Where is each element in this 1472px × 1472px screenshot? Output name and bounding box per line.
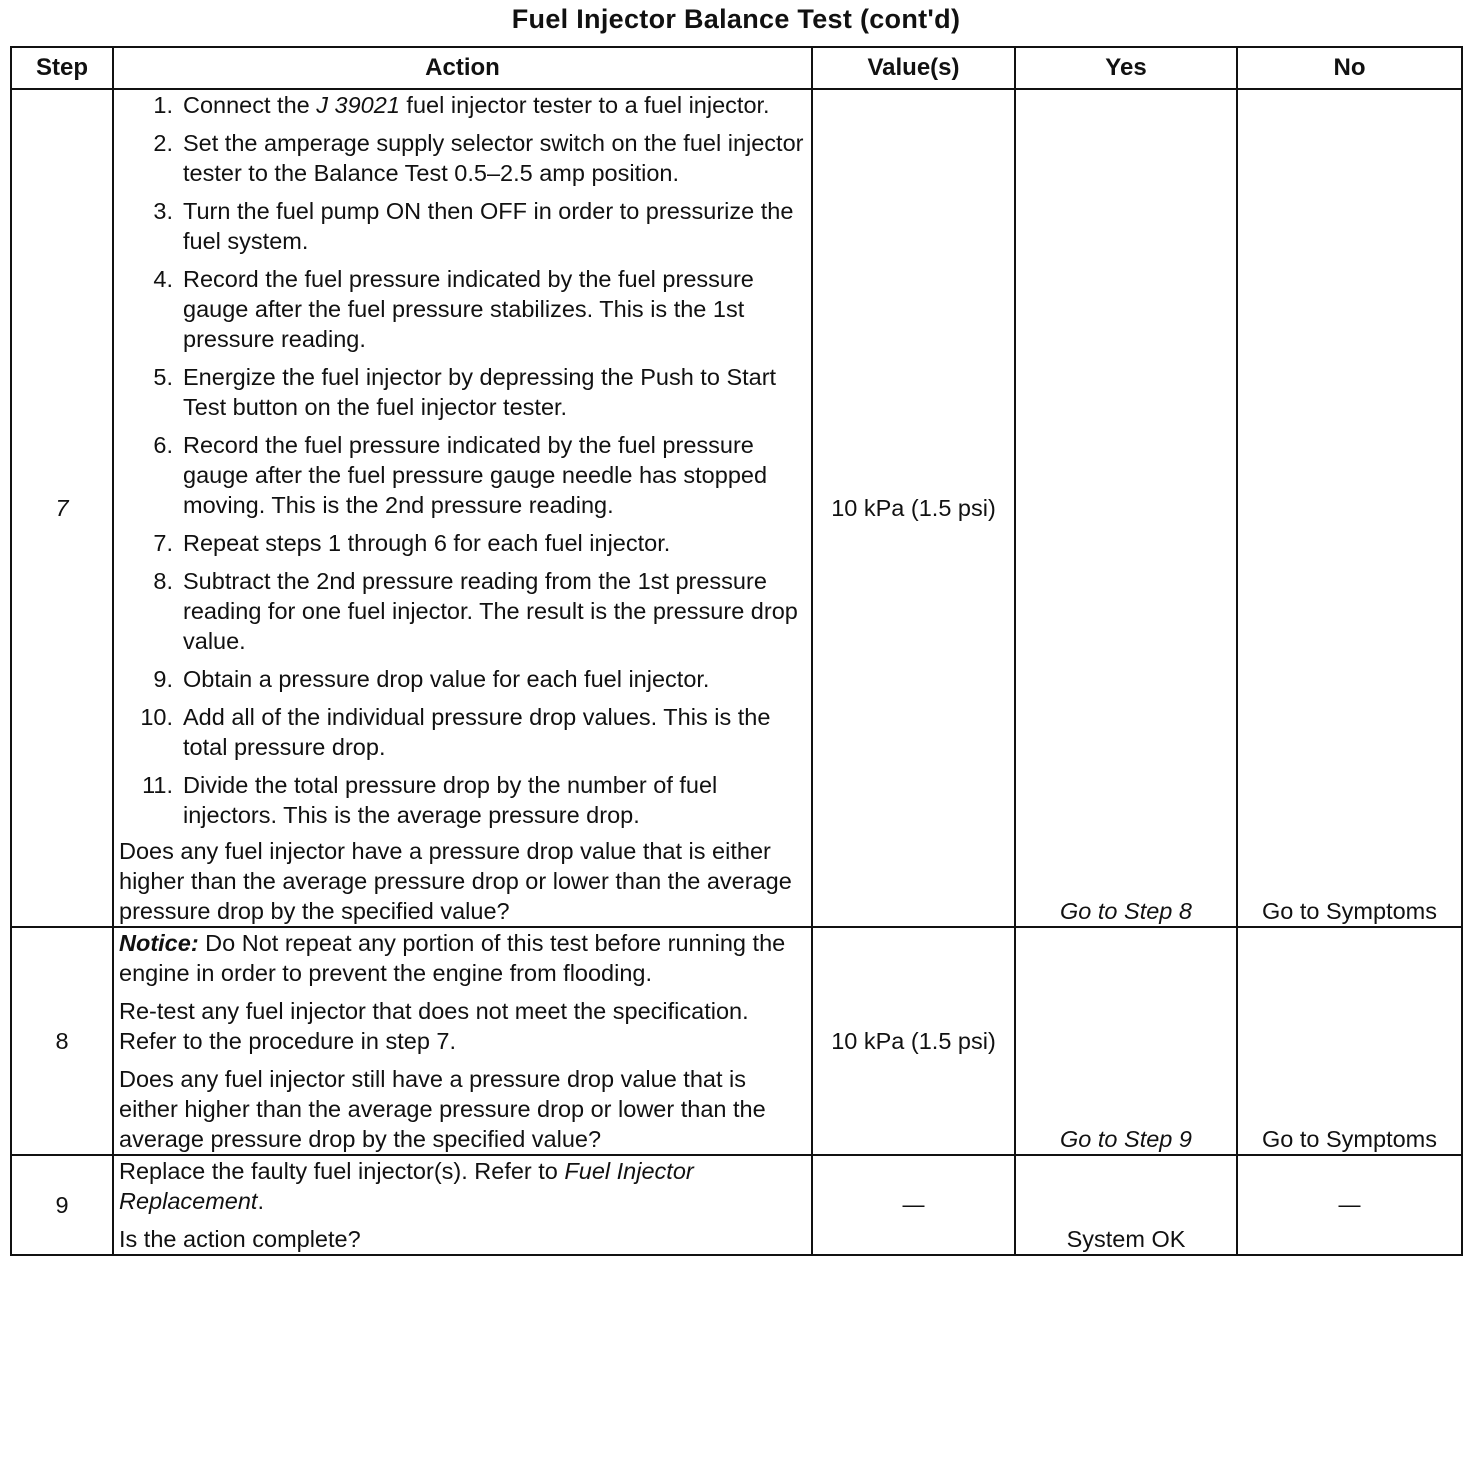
value-cell: 10 kPa (1.5 psi) (812, 927, 1015, 1155)
table-header-row (11, 47, 1462, 89)
value-cell: 10 kPa (1.5 psi) (812, 89, 1015, 927)
action-step (119, 702, 806, 762)
action-step-text: Subtract the 2nd pressure reading from the 1st pressure reading for one fuel injector. The result is the pressure drop value. (183, 568, 798, 654)
action-step-number: 3. (153, 198, 173, 224)
action-step-number: 8. (153, 568, 173, 594)
action-step-text-part: Connect the (183, 92, 317, 118)
action-step-text: Set the amperage supply selector switch on the fuel injector tester to the Balance Test 0.5–2.5 amp position. (183, 130, 804, 186)
action-question: Does any fuel injector still have a pressure drop value that is either higher than the average pressure drop or lower than the average pressure drop by the specified value? (119, 1066, 766, 1152)
notice-text: Do Not repeat any portion of this test before running the engine in order to prevent the engine from flooding. (119, 930, 786, 986)
action-step (119, 128, 806, 188)
column-header-yes: Yes (1015, 47, 1237, 89)
notice-paragraph (119, 928, 806, 988)
action-step-text: Record the fuel pressure indicated by the fuel pressure gauge after the fuel pressure gauge needle has stopped moving. This is the 2nd pressure reading. (183, 432, 768, 518)
action-question: Does any fuel injector have a pressure drop value that is either higher than the average pressure drop or lower than the average pressure drop by the specified value? (119, 838, 792, 924)
procedure-reference: Fuel Injector Replacement (119, 1158, 694, 1214)
action-step-number: 1. (153, 92, 173, 118)
action-step-text: Repeat steps 1 through 6 for each fuel injector. (183, 530, 671, 556)
action-step (119, 264, 806, 354)
table-row-step-8 (11, 927, 1462, 1155)
action-step-text-part: fuel injector tester to a fuel injector. (399, 92, 770, 118)
step-number: 7 (11, 89, 113, 927)
table-row-step-9 (11, 1155, 1462, 1255)
no-cell: — (1237, 1155, 1462, 1255)
page-title: Fuel Injector Balance Test (cont'd) (511, 4, 961, 34)
action-step-text: Record the fuel pressure indicated by the fuel pressure gauge after the fuel pressure stabilizes. This is the 1st pressure reading. (183, 266, 754, 352)
column-header-step: Step (11, 47, 113, 89)
action-step (119, 566, 806, 656)
action-paragraph (119, 1156, 806, 1216)
step-number: 8 (11, 927, 113, 1155)
action-step (119, 430, 806, 520)
action-step-number: 6. (153, 432, 173, 458)
action-step-number: 11. (142, 772, 173, 798)
action-step (119, 770, 806, 830)
notice-label: Notice: (119, 930, 199, 956)
action-cell (113, 927, 812, 1155)
action-step (119, 362, 806, 422)
action-text-part: Replace the faulty fuel injector(s). Refer to (119, 1158, 565, 1184)
action-text-part: . (257, 1188, 264, 1214)
action-step (119, 196, 806, 256)
action-step-text: Add all of the individual pressure drop values. This is the total pressure drop. (183, 704, 771, 760)
action-step (119, 90, 806, 120)
action-step-text: Turn the fuel pump ON then OFF in order to pressurize the fuel system. (183, 198, 794, 254)
action-cell (113, 1155, 812, 1255)
action-step-text: Divide the total pressure drop by the number of fuel injectors. This is the average pressure drop. (183, 772, 718, 828)
tool-reference: J 39021 (316, 92, 400, 118)
no-cell: Go to Symptoms (1237, 89, 1462, 927)
table-row-step-7 (11, 89, 1462, 927)
value-cell: — (812, 1155, 1015, 1255)
yes-cell: Go to Step 9 (1015, 927, 1237, 1155)
action-step-number: 4. (153, 266, 173, 292)
step-number: 9 (11, 1155, 113, 1255)
column-header-no: No (1237, 47, 1462, 89)
action-question: Is the action complete? (119, 1226, 361, 1252)
action-step-number: 2. (153, 130, 173, 156)
action-step-text: Obtain a pressure drop value for each fuel injector. (183, 666, 710, 692)
action-step-number: 9. (153, 666, 173, 692)
action-paragraph: Re-test any fuel injector that does not meet the specification. Refer to the procedure in step 7. (119, 998, 749, 1054)
yes-cell: Go to Step 8 (1015, 89, 1237, 927)
action-step-text (183, 90, 806, 120)
action-cell (113, 89, 812, 927)
column-header-values: Value(s) (812, 47, 1015, 89)
action-step-text: Energize the fuel injector by depressing the Push to Start Test button on the fuel injector tester. (183, 364, 777, 420)
procedure-table (10, 46, 1463, 1256)
action-step (119, 664, 806, 694)
no-cell: Go to Symptoms (1237, 927, 1462, 1155)
column-header-action: Action (113, 47, 812, 89)
action-step (119, 528, 806, 558)
yes-cell: System OK (1015, 1155, 1237, 1255)
action-step-number: 10. (140, 704, 173, 730)
action-step-number: 5. (153, 364, 173, 390)
action-step-list (119, 90, 806, 830)
action-step-number: 7. (153, 530, 173, 556)
